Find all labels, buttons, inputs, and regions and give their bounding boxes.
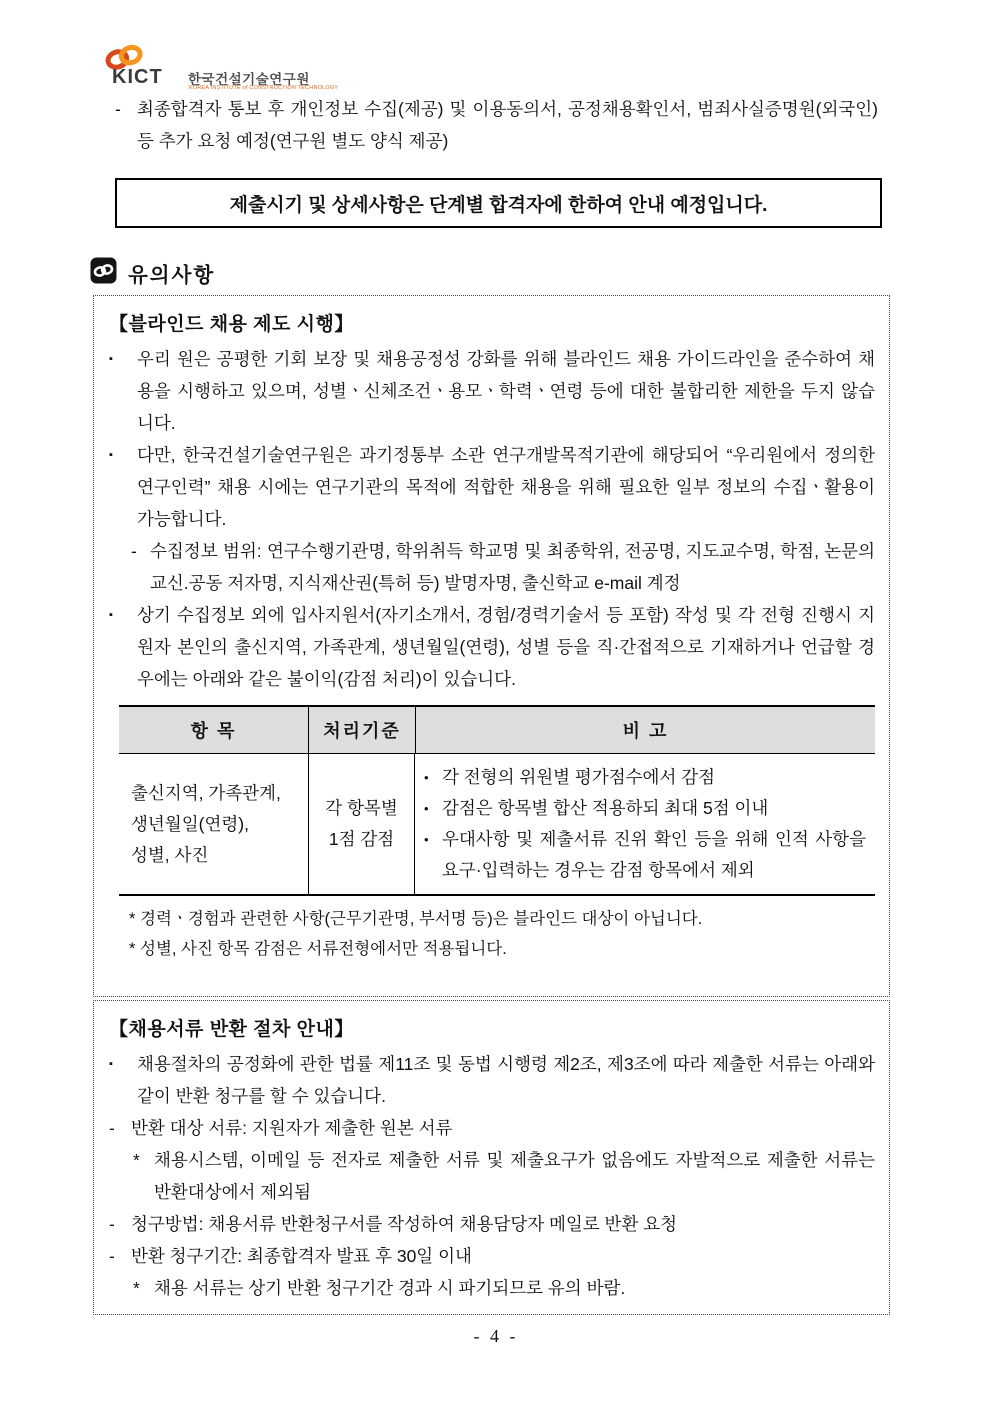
cell-line: 생년월일(연령),: [131, 813, 249, 834]
submission-notice-box: [115, 178, 882, 228]
document-return-list: [109, 1048, 875, 1304]
column-header-item: 항 목: [190, 721, 237, 741]
footnote: * 경력ㆍ경험과 관련한 사항(근무기관명, 부서명 등)은 블라인드 대상이 아닙니다.: [129, 910, 703, 928]
dash-marker: -: [115, 99, 121, 119]
cell-line: 1점 감점: [328, 829, 395, 849]
logo-org-caption: KOREA INSTITUTE of CONSTRUCTION TECHNOLOGY: [189, 85, 339, 91]
list-item-text: 채용절차의 공정화에 관한 법률 제11조 및 동법 시행령 제2조, 제3조에 따라 제출한 서류는 아래와 같이 반환 청구를 할 수 있습니다.: [137, 1054, 875, 1106]
list-marker: ▪: [109, 353, 113, 365]
page-number: - 4 -: [473, 1326, 519, 1346]
remark-item: [424, 824, 866, 886]
bullet-dot-marker: •: [424, 832, 429, 847]
remark-text: 우대사항 및 제출서류 진위 확인 등을 위해 인적 사항을 요구·입력하는 경우는 감점 항목에서 제외: [442, 829, 866, 880]
list-marker: ▪: [109, 449, 113, 461]
document-return-title: 【채용서류 반환 절차 안내】: [109, 1019, 354, 1040]
list-marker: -: [109, 1214, 115, 1234]
list-item: [109, 343, 875, 439]
list-item: [133, 1144, 875, 1208]
blind-hiring-footnotes: [109, 905, 875, 964]
cell-remarks: [414, 754, 875, 894]
logo-org-name: 한국건설기술연구원: [188, 72, 310, 87]
list-marker: *: [133, 1278, 140, 1298]
list-item-text: 다만, 한국건설기술연구원은 과기정통부 소관 연구개발목적기관에 해당되어 “우리원에서 정의한 연구인력” 채용 시에는 연구기관의 목적에 적합한 채용을 위해 필요한 일부 정보의 수집ㆍ활용이 가능합니다.: [137, 445, 875, 529]
remark-text: 각 전형의 위원별 평가점수에서 감점: [442, 767, 716, 787]
column-header-remarks: 비 고: [415, 707, 875, 753]
blind-hiring-box: [93, 295, 890, 997]
list-item: [109, 1048, 875, 1112]
document-return-box: [93, 1000, 890, 1315]
remark-item: [424, 762, 866, 793]
list-item-text: 청구방법: 채용서류 반환청구서를 작성하여 채용담당자 메일로 반환 요청: [131, 1214, 678, 1234]
list-item: [109, 1112, 875, 1144]
list-item-text: 수집정보 범위: 연구수행기관명, 학위취득 학교명 및 최종학위, 전공명, 지도교수명, 학점, 논문의 교신.공동 저자명, 지식재산권(특허 등) 발명자명, 출신학교 e-mail 계정: [150, 541, 875, 593]
list-item: [109, 599, 875, 695]
infinity-badge-icon: [90, 257, 117, 289]
penalty-table: [119, 705, 875, 896]
penalty-table-row: [119, 754, 875, 894]
list-marker: *: [133, 1150, 140, 1170]
remark-item: [424, 793, 866, 824]
kict-logo: [88, 42, 388, 94]
blind-hiring-list: [109, 343, 875, 695]
list-item: [131, 535, 875, 599]
list-item: [109, 1208, 875, 1240]
list-marker: ▪: [109, 1058, 113, 1070]
list-item-text: 반환 대상 서류: 지원자가 제출한 원본 서류: [131, 1118, 453, 1138]
cell-line: 각 항목별: [325, 798, 398, 818]
footnote: * 성별, 사진 항목 감점은 서류전형에서만 적용됩니다.: [129, 939, 507, 958]
list-item-text: 채용 서류는 상기 반환 청구기간 경과 시 파기되므로 유의 바람.: [154, 1278, 626, 1298]
list-item-text: 상기 수집정보 외에 입사지원서(자기소개서, 경험/경력기술서 등 포함) 작성 및 각 전형 진행시 지원자 본인의 출신지역, 가족관계, 생년월일(연령), 성별 등을 직·간접적으로 기재하거나 언급할 경우에는 아래와 같은 불이익(감점 처리)이 있습니다.: [137, 605, 875, 689]
cell-item: [119, 754, 308, 894]
list-marker: ▪: [109, 609, 113, 621]
list-marker: -: [109, 1118, 115, 1138]
list-marker: -: [109, 1246, 115, 1266]
cell-standard: [308, 754, 414, 894]
intro-paragraph: [115, 93, 878, 157]
logo-kict-text: KICT: [112, 66, 163, 88]
section-header: [90, 257, 215, 289]
list-item: [109, 439, 875, 535]
remark-text: 감점은 항목별 합산 적용하되 최대 5점 이내: [442, 798, 769, 818]
list-item-text: 채용시스템, 이메일 등 전자로 제출한 서류 및 제출요구가 없음에도 자발적으로 제출한 서류는 반환대상에서 제외됨: [154, 1150, 875, 1202]
submission-notice-text: 제출시기 및 상세사항은 단계별 합격자에 한하여 안내 예정입니다.: [229, 194, 768, 216]
bullet-dot-marker: •: [424, 801, 429, 816]
penalty-table-header-row: [119, 707, 875, 754]
cell-line: 출신지역, 가족관계,: [131, 782, 281, 803]
column-header-standard: 처리기준: [308, 707, 415, 753]
list-item-text: 우리 원은 공평한 기회 보장 및 채용공정성 강화를 위해 블라인드 채용 가이드라인을 준수하여 채용을 시행하고 있으며, 성별ㆍ신체조건ㆍ용모ㆍ학력ㆍ연령 등에 대한 불합리한 제한을 두지 않습니다.: [137, 349, 875, 433]
list-item-text: 반환 청구기간: 최종합격자 발표 후 30일 이내: [131, 1246, 472, 1266]
list-marker: -: [131, 541, 137, 561]
list-item: [109, 1240, 875, 1272]
section-title: 유의사항: [128, 264, 216, 287]
bullet-dot-marker: •: [424, 770, 429, 785]
intro-text: 최종합격자 통보 후 개인정보 수집(제공) 및 이용동의서, 공정채용확인서, 범죄사실증명원(외국인) 등 추가 요청 예정(연구원 별도 양식 제공): [137, 99, 878, 151]
cell-line: 성별, 사진: [131, 844, 209, 865]
blind-hiring-title: 【블라인드 채용 제도 시행】: [109, 314, 354, 335]
list-item: [133, 1272, 875, 1304]
